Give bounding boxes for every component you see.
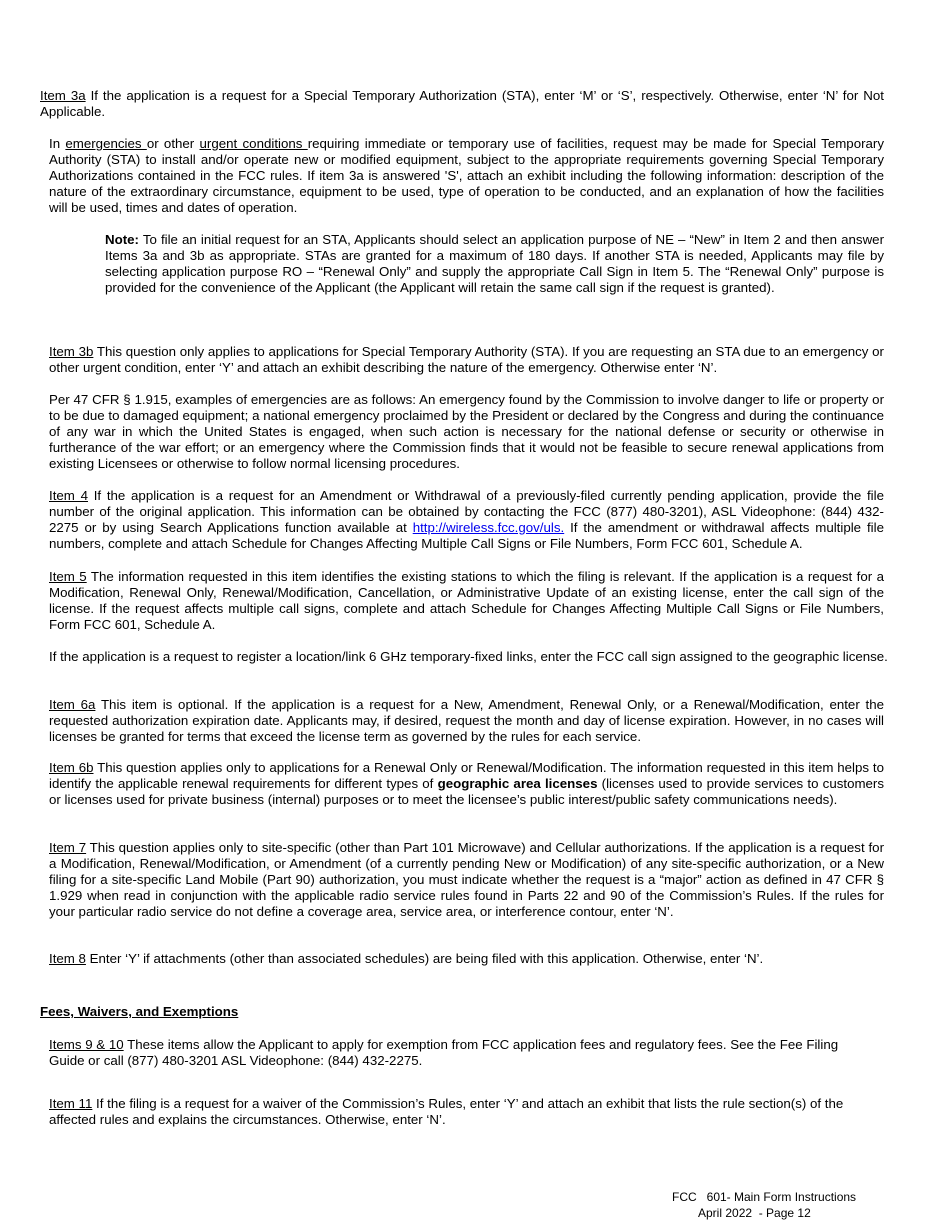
item-7-text: This question applies only to site-specific (other than Part 101 Microwave) and Cellular authorizations. If the application is a request for a Modification, Renewal/Modification, or Amendment (of a currently pending New or Modification) of any site-specific authorization, or a New filing for a site-specific Land Mobile (Part 90) authorization, you must indicate whether the request is a “major” action as defined in 47 CFR § 1.929 when read in conjunction with the applicable radio service rules found in Parts 22 and 90 of the Commission’s Rules. If the rules for your particular radio service do not define a coverage area, service area, or interference contour, enter ‘N’. [49, 840, 885, 919]
ghz-text: If the application is a request to register a location/link 6 GHz temporary-fixed links, enter the FCC call sign assigned to the geographic license. [49, 649, 888, 664]
item-3b-paragraph [49, 344, 884, 376]
text: In [49, 136, 66, 151]
item-3b-label: Item 3b [49, 344, 94, 359]
uls-link[interactable]: http://wireless.fcc.gov/uls. [412, 520, 565, 535]
item-5-label: Item 5 [49, 569, 87, 584]
text: or other [146, 136, 200, 151]
emergencies-paragraph [49, 136, 884, 216]
item-7-label: Item 7 [49, 840, 87, 855]
items-9-10-label: Items 9 & 10 [49, 1037, 124, 1052]
item-6b-text-continued: (licenses used to provide services to customers or licenses used for private business (internal) purposes or to meet the licensee’s public interest/public safety communications needs). [49, 776, 885, 807]
footer-form-title: FCC 601- Main Form Instructions [672, 1190, 857, 1204]
footer-page-info: April 2022 - Page 12 [698, 1206, 811, 1220]
note-paragraph [105, 232, 884, 296]
item-3a-paragraph [40, 88, 884, 120]
item-4-paragraph [49, 488, 884, 552]
item-8-label: Item 8 [49, 951, 86, 966]
item-3b-text: This question only applies to applications for Special Temporary Authority (STA). If you are requesting an STA due to an emergency or other urgent condition, enter ‘Y’ and attach an exhibit describing the nature of the emergency. Otherwise enter ‘N’. [49, 344, 884, 375]
page-footer [672, 1189, 856, 1221]
item-3a-label: Item 3a [40, 88, 86, 103]
item-6b-label: Item 6b [49, 760, 94, 775]
item-4-text: If the application is a request for an Amendment or Withdrawal of a previously-filed currently pending application, provide the file number of the original application. This information can be obtained by contacting the FCC (877) 480-3201), ASL Videophone: (844) 432- 2275 or by using Search Applications function available at [49, 488, 884, 535]
item-6a-text: This item is optional. If the application is a request for a New, Amendment, Renewal Only, or a Renewal/Modification, enter the requested authorization expiration date. Applicants may, if desired, request the month and day of license expiration. However, in no cases will licenses be granted for terms that exceed the license term as governed by the rules for each service. [49, 697, 884, 744]
geographic-area-licenses-term: geographic area licenses [437, 776, 598, 791]
item-11-text: If the filing is a request for a waiver of the Commission’s Rules, enter ‘Y’ and attach an exhibit that lists the rule section(s) of the affected rules and explains the circumstances. Otherwise, enter ‘N’. [49, 1096, 844, 1127]
per-47-cfr-text: Per 47 CFR § 1.915, examples of emergencies are as follows: An emergency found by the Commission to involve danger to life or property or to be due to damaged equipment; a national emergency proclaimed by the President or declared by the Congress and during the continuance of any war in which the United States is engaged, when such action is necessary for the national defense or security or otherwise in furtherance of the war effort; or an emergency where the Commission finds that it would not be feasible to secure renewal applications from existing Licensees or otherwise to follow normal licensing procedures. [49, 392, 884, 471]
note-text: To file an initial request for an STA, Applicants should select an application purpose of NE – “New” in Item 2 and then answer Items 3a and 3b as appropriate. STAs are granted for a maximum of 180 days. If another STA is needed, Applicants may file by selecting application purpose RO – “Renewal Only” and supply the appropriate Call Sign in Item 5. The “Renewal Only” purpose is provided for the convenience of the Applicant (the Applicant will retain the same call sign if the request is granted). [105, 232, 884, 295]
item-5-paragraph [49, 569, 884, 633]
items-9-10-text: These items allow the Applicant to apply for exemption from FCC application fees and regulatory fees. See the Fee Filing Guide or call (877) 480-3201 ASL Videophone: (844) 432-2275. [49, 1037, 839, 1068]
item-8-text: Enter ‘Y’ if attachments (other than associated schedules) are being filed with this application. Otherwise, enter ‘N’. [85, 951, 764, 966]
ghz-paragraph [49, 649, 895, 665]
item-11-label: Item 11 [49, 1096, 93, 1111]
item-4-text-continued: If the amendment or withdrawal affects multiple file numbers, complete and attach Schedule for Changes Affecting Multiple Call Signs or File Numbers, Form FCC 601, Schedule A. [49, 520, 884, 551]
item-4-label: Item 4 [49, 488, 88, 503]
item-6b-text: This question applies only to applications for a Renewal Only or Renewal/Modification. The information requested in this item helps to identify the applicable renewal requirements for different types of [49, 760, 884, 791]
item-6a-label: Item 6a [49, 697, 96, 712]
fees-heading [40, 1004, 640, 1020]
emergencies-term: emergencies [65, 136, 147, 151]
item-6b-paragraph [49, 760, 884, 808]
item-7-paragraph [49, 840, 884, 920]
note-label: Note: [105, 232, 139, 247]
items-9-10-paragraph [49, 1037, 859, 1069]
fees-heading-text: Fees, Waivers, and Exemptions [40, 1004, 239, 1019]
item-6a-paragraph [49, 697, 884, 745]
item-8-paragraph [49, 951, 884, 967]
item-11-paragraph [49, 1096, 859, 1128]
urgent-conditions-term: urgent conditions [199, 136, 308, 151]
item-3a-text: If the application is a request for a Special Temporary Authorization (STA), enter ‘M’ or ‘S’, respectively. Otherwise, enter ‘N’ for Not Applicable. [40, 88, 884, 119]
text: requiring immediate or temporary use of facilities, request may be made for Special Temporary Authority (STA) to install and/or operate new or modified equipment, subject to the appropriate requirements governing Special Temporary Authorizations contained in the FCC rules. If item 3a is answered 'S', attach an exhibit including the following information: description of the nature of the extraordinary circumstance, equipment to be used, type of operation to be conducted, and an explanation of how the facilities will be used, times and dates of operation. [49, 136, 884, 215]
item-5-text: The information requested in this item identifies the existing stations to which the filing is relevant. If the application is a request for a Modification, Renewal Only, Renewal/Modification, Cancellation, or Administrative Update of an existing license, enter the call sign of the license. If the request affects multiple call signs, complete and attach Schedule for Changes Affecting Multiple Call Signs or File Numbers, Form FCC 601, Schedule A. [49, 569, 884, 632]
per-47-cfr-paragraph [49, 392, 884, 472]
